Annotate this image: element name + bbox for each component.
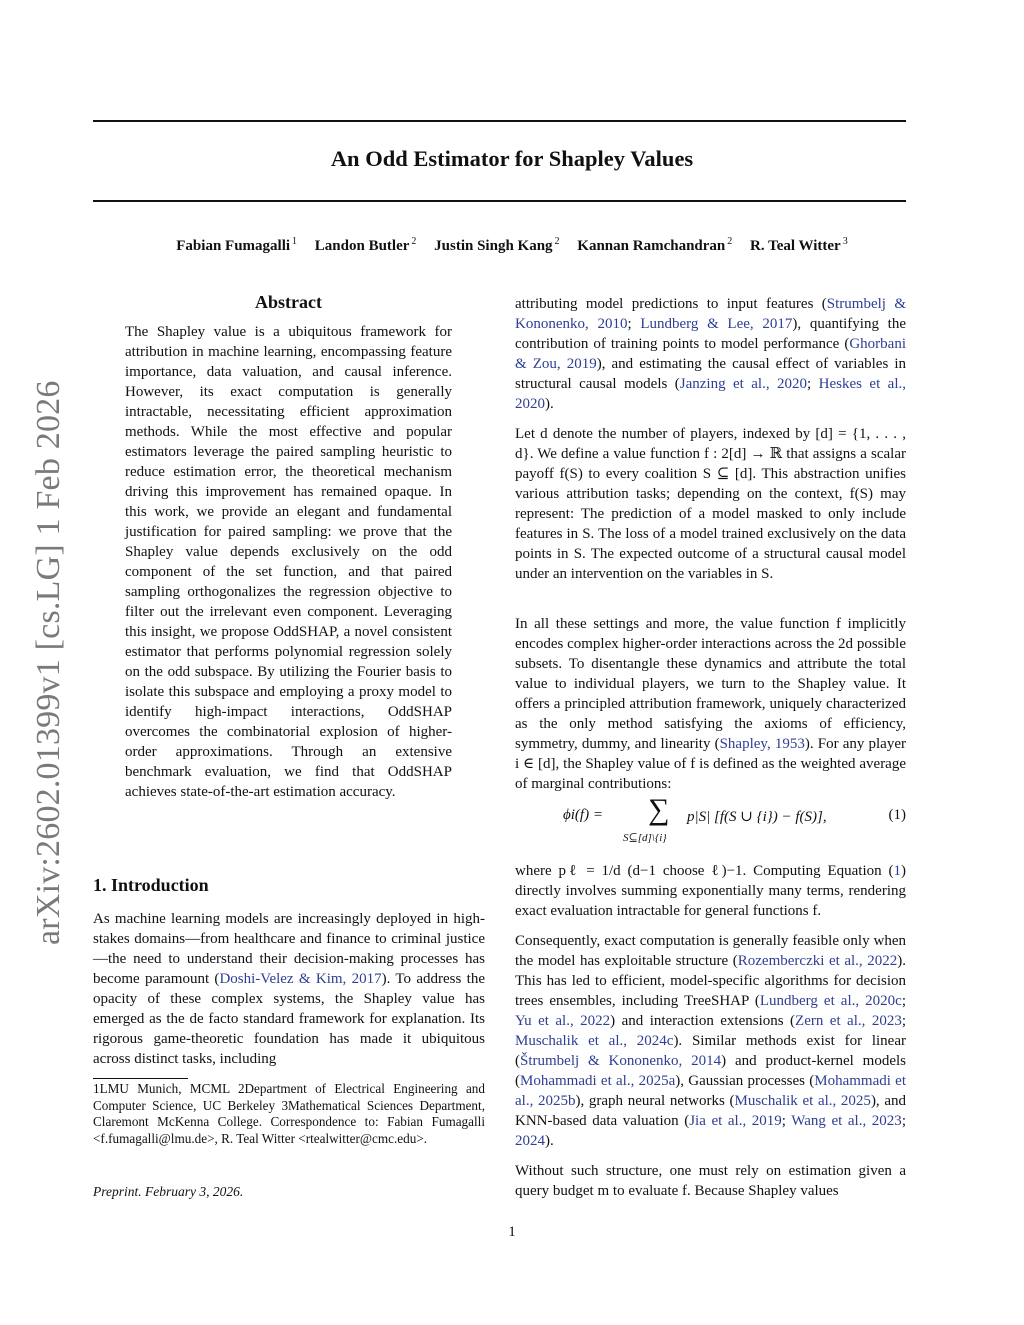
citation-link[interactable]: Mohammadi et al., 2025b xyxy=(515,1073,906,1109)
arxiv-identifier: arXiv:2602.01399v1 [cs.LG] 1 Feb 2026 xyxy=(30,380,67,945)
citation-link[interactable]: Muschalik et al., 2025 xyxy=(734,1093,871,1109)
citation-link[interactable]: Jia et al., 2019 xyxy=(689,1113,782,1129)
abstract-heading: Abstract xyxy=(255,292,322,312)
right-paragraph-3: In all these settings and more, the value function f implicitly encodes complex higher-order interactions across the 2d possible subsets. To disentangle these dynamics and attribute the total value to individual players, we turn to the Shapley value. It offers a principled attribution framework, uniquely characterized as the only method satisfying the axioms of efficiency, symmetry, dummy, and linearity (Shapley, 1953). For any player i ∈ [d], the Shapley value of f is defined as the weighted average of marginal contributions: xyxy=(515,616,906,792)
summation-subscript: S⊆[d]\{i} xyxy=(623,832,667,844)
abstract-text: The Shapley value is a ubiquitous framework for attribution in machine learning, encompassing feature importance, data valuation, and causal inference. However, its exact computation is generally intractable, necessitating efficient approximation methods. While the most effective and popular estimators leverage the paired sampling heuristic to reduce estimation error, the theoretical mechanism driving this improvement has remained opaque. In this work, we provide an elegant and fundamental justification for paired sampling: we prove that the Shapley value depends exclusively on the odd component of the set function, and that paired sampling orthogonalizes the regression objective to filter out the irrelevant even component. Leveraging this insight, we propose OddSHAP, a novel consistent estimator that performs polynomial regression solely on the odd subspace. By utilizing the Fourier basis to isolate this subspace and employing a proxy model to identify high-impact interactions, OddSHAP overcomes the combinatorial explosion of higher-order approximations. Through an extensive benchmark evaluation, we find that OddSHAP achieves state-of-the-art estimation accuracy. xyxy=(125,324,452,800)
section-heading-introduction: 1. Introduction xyxy=(93,875,209,895)
right-paragraph-5: Consequently, exact computation is generally feasible only when the model has exploitable structure (Rozemberczki et al., 2022). This has led to efficient, model-specific algorithms for decision trees ensembles, including TreeSHAP (Lundberg et al., 2020c; Yu et al., 2022) and interaction extensions (Zern et al., 2023; Muschalik et al., 2024c). Similar methods exist for linear (Štrumbelj & Kononenko, 2014) and product-kernel models (Mohammadi et al., 2025a), Gaussian processes (Mohammadi et al., 2025b), graph neural networks (Muschalik et al., 2025), and KNN-based data valuation (Jia et al., 2019; Wang et al., 2023; 2024). xyxy=(515,933,907,1149)
author-list xyxy=(0,236,1024,255)
title-rule-top xyxy=(93,120,906,122)
citation-link[interactable]: Shapley, 1953 xyxy=(719,736,805,752)
citation-link[interactable]: Ghorbani & Zou, 2019 xyxy=(515,336,906,372)
citation-link[interactable]: Yu et al., 2022 xyxy=(515,1013,611,1029)
citation-link[interactable]: Muschalik et al., 2024c xyxy=(515,1033,674,1049)
author: Justin Singh Kang $^2$ xyxy=(434,236,560,254)
citation-link[interactable]: Štrumbelj & Kononenko, 2014 xyxy=(520,1053,722,1069)
equation-link[interactable]: 1 xyxy=(893,863,901,879)
citation-link[interactable]: Mohammadi et al., 2025a xyxy=(520,1073,676,1089)
page-number: 1 xyxy=(508,1224,516,1240)
equation-rhs: p|S| [f(S ∪ {i}) − f(S)], xyxy=(687,809,827,825)
paper-title: An Odd Estimator for Shapley Values xyxy=(330,146,694,171)
title-rule-bottom xyxy=(93,200,906,202)
citation-link[interactable]: Heskes et al., 2020 xyxy=(515,376,906,412)
citation-link[interactable]: Janzing et al., 2020 xyxy=(679,376,808,392)
author: Kannan Ramchandran $^2$ xyxy=(577,236,733,254)
citation-link[interactable]: Strumbelj & Kononenko, 2010 xyxy=(515,296,906,332)
author: Fabian Fumagalli $^1$ xyxy=(176,236,298,254)
equation-number: (1) xyxy=(888,807,906,823)
citation-link[interactable]: Wang et al., 2023 xyxy=(791,1113,902,1129)
citation-link[interactable]: Doshi-Velez & Kim, 2017 xyxy=(219,971,382,987)
citation-link[interactable]: Lundberg & Lee, 2017 xyxy=(640,316,793,332)
intro-paragraph: As machine learning models are increasingly deployed in high-stakes domains—from healthcare and finance to criminal justice—the need to understand their decision-making processes has become paramount (Doshi-Velez & Kim, 2017). To address the opacity of these complex systems, the Shapley value has emerged as the de facto standard framework for explanation. Its rigorous game-theoretic foundation has made it ubiquitous across distinct tasks, including xyxy=(93,911,486,1067)
right-paragraph-6: Without such structure, one must rely on estimation given a query budget m to evaluate f. Because Shapley values xyxy=(515,1163,906,1199)
equation-lhs: ϕi(f) = xyxy=(563,807,603,823)
summation-symbol: ∑ xyxy=(648,793,670,826)
citation-link[interactable]: 2024 xyxy=(515,1133,545,1149)
affiliation-footnote: 1LMU Munich, MCML 2Department of Electrical Engineering and Computer Science, UC Berkeley 3Mathematical Sciences Department, Claremont McKenna College. Correspondence to: Fabian Fumagalli <f.fumagalli@lmu.de>, R. Teal Witter <rtealwitter@cmc.edu>. xyxy=(93,1081,485,1146)
citation-link[interactable]: Lundberg et al., 2020c xyxy=(759,993,902,1009)
right-paragraph-2: Let d denote the number of players, indexed by [d] = {1, . . . , d}. We define a value function f : 2[d] → ℝ that assigns a scalar payoff f(S) to every coalition S ⊆ [d]. This abstraction unifies various attribution tasks; depending on the context, f(S) may represent: The prediction of a model masked to only include features in S. The loss of a model trained exclusively on the data points in S. The expected outcome of a structural causal model under an intervention on the variables in S. xyxy=(515,426,906,582)
equation-shapley xyxy=(515,793,906,851)
right-paragraph-4: where pℓ = 1/d (d−1 choose ℓ)−1. Computing Equation (1) directly involves summing exponentially many terms, rendering exact evaluation intractable for general functions f. xyxy=(515,863,906,919)
right-paragraph-1: attributing model predictions to input features (Strumbelj & Kononenko, 2010; Lundberg & Lee, 2017), quantifying the contribution of training points to model performance (Ghorbani & Zou, 2019), and estimating the causal effect of variables in structural causal models (Janzing et al., 2020; Heskes et al., 2020). xyxy=(515,296,906,412)
footnote-rule xyxy=(93,1078,188,1079)
author: Landon Butler $^2$ xyxy=(314,236,417,254)
preprint-note: Preprint. February 3, 2026. xyxy=(93,1184,244,1199)
citation-link[interactable]: Zern et al., 2023 xyxy=(795,1013,902,1029)
citation-link[interactable]: Rozemberczki et al., 2022 xyxy=(737,953,898,969)
author: R. Teal Witter $^3$ xyxy=(750,236,848,254)
